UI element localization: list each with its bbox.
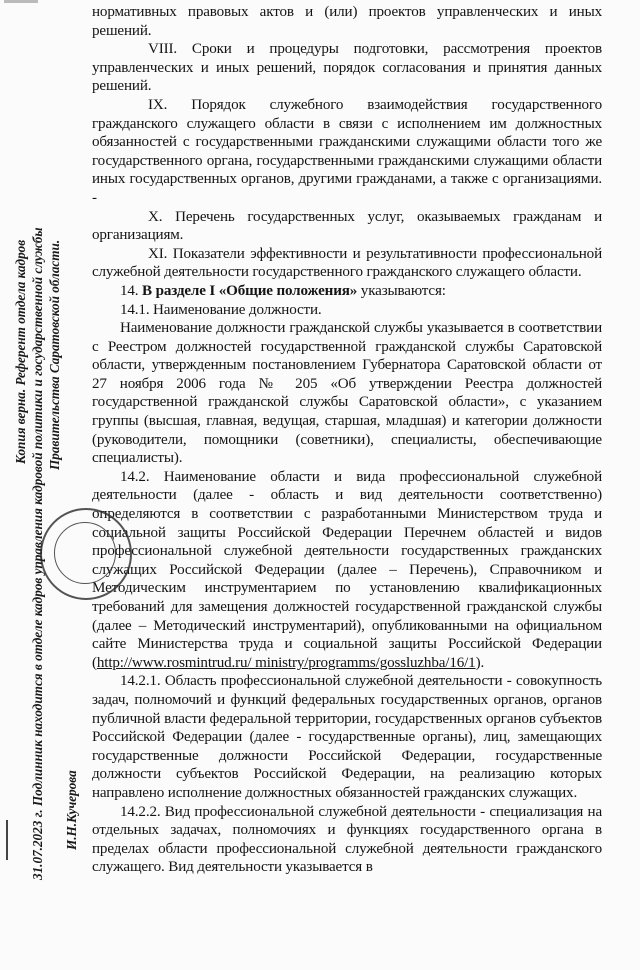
official-stamp bbox=[40, 508, 132, 600]
section-title: В разделе I «Общие положения» bbox=[142, 282, 358, 299]
certification-line: Копия верна. Референт отдела кадров bbox=[13, 240, 28, 465]
document-body bbox=[92, 3, 602, 877]
scan-artifact bbox=[4, 0, 38, 3]
paragraph: 14.2.1. Область профессиональной служебной деятельности - совокупность задач, полномочий и функций федеральных государственных органов, органов публичной власти федеральной территории, государственных органов субъектов Российской Федерации (далее - государственные органы), лиц, замещающих государственные должности Российской Федерации, государственные должности субъектов Российской Федерации, на реализацию которых направлено исполнение должностных обязанностей гражданских служащих. bbox=[92, 673, 602, 801]
paragraph: VIII. Сроки и процедуры подготовки, рассмотрения проектов управленческих и иных решений, порядок согласования и принятия данных решений. bbox=[92, 41, 602, 95]
paragraph: IX. Порядок служебного взаимодействия государственного гражданского служащего области в связи с исполнением им должностных обязанностей с государственными гражданскими служащими области того же государственного органа, государственными гражданскими служащими области иных государственных органов, другими гражданами, а также с организациями. - bbox=[92, 96, 602, 206]
ministry-link[interactable]: http://www.rosmintrud.ru/ ministry/programms/gossluzhba/16/1 bbox=[96, 654, 476, 671]
clause-text: ). bbox=[475, 654, 485, 671]
paragraph: X. Перечень государственных услуг, оказываемых гражданам и организациям. bbox=[92, 208, 602, 244]
paragraph: 14.2.2. Вид профессиональной служебной деятельности - специализация на отдельных задачах, полномочиях и функциях государственного органа в пределах области профессиональной служебной деятельности гражданского служащего. Вид деятельности указывается в bbox=[92, 803, 602, 876]
paragraph: 14.1. Наименование должности. bbox=[120, 301, 322, 318]
paragraph: XI. Показатели эффективности и результативности профессиональной служебной деятельности государственного гражданского служащего области. bbox=[92, 245, 602, 281]
clause-text: 14.2. Наименование области и вида профессиональной служебной деятельности (далее - область и вид деятельности соответственно) определяются в соответствии с разработанными Министерством труда и социальной защиты Российской Федерации Перечнем областей и видов профессиональной служебной деятельности государственных гражданских служащих Российской Федерации (далее – Перечень), Справочником и Методическим инструментарием по установлению квалификационных требований для замещения должностей государственной гражданской службы (далее – Методический инструментарий), опубликованными на официальном сайте Министерства труда и социальной защиты Российской Федерации ( bbox=[92, 468, 602, 671]
scan-artifact bbox=[6, 820, 8, 860]
signature-name: И.Н.Кучерова bbox=[64, 770, 79, 850]
certification-line: 31.07.2023 г. Подлинник находится в отделе кадров управления кадровой политики и государственной службы bbox=[30, 227, 45, 880]
certification-line: Правительства Саратовской области. bbox=[47, 240, 62, 471]
paragraph bbox=[92, 468, 602, 673]
clause-text: указываются: bbox=[357, 282, 446, 299]
clause-number: 14. bbox=[120, 282, 143, 299]
section-heading-paragraph bbox=[92, 282, 602, 301]
paragraph: нормативных правовых актов и (или) проектов управленческих и иных решений. bbox=[92, 4, 602, 39]
paragraph: Наименование должности гражданской службы указывается в соответствии с Реестром должностей государственной гражданской службы Саратовской области, утвержденным постановлением Губернатора Саратовской области от 27 ноября 2006 года № 205 «Об утверждении Реестра должностей государственной гражданской службы Саратовской области», с указанием группы (высшая, главная, ведущая, старшая, младшая) и категории должности (руководители, помощники (советники), специалисты, обеспечивающие специалисты). bbox=[92, 320, 602, 467]
